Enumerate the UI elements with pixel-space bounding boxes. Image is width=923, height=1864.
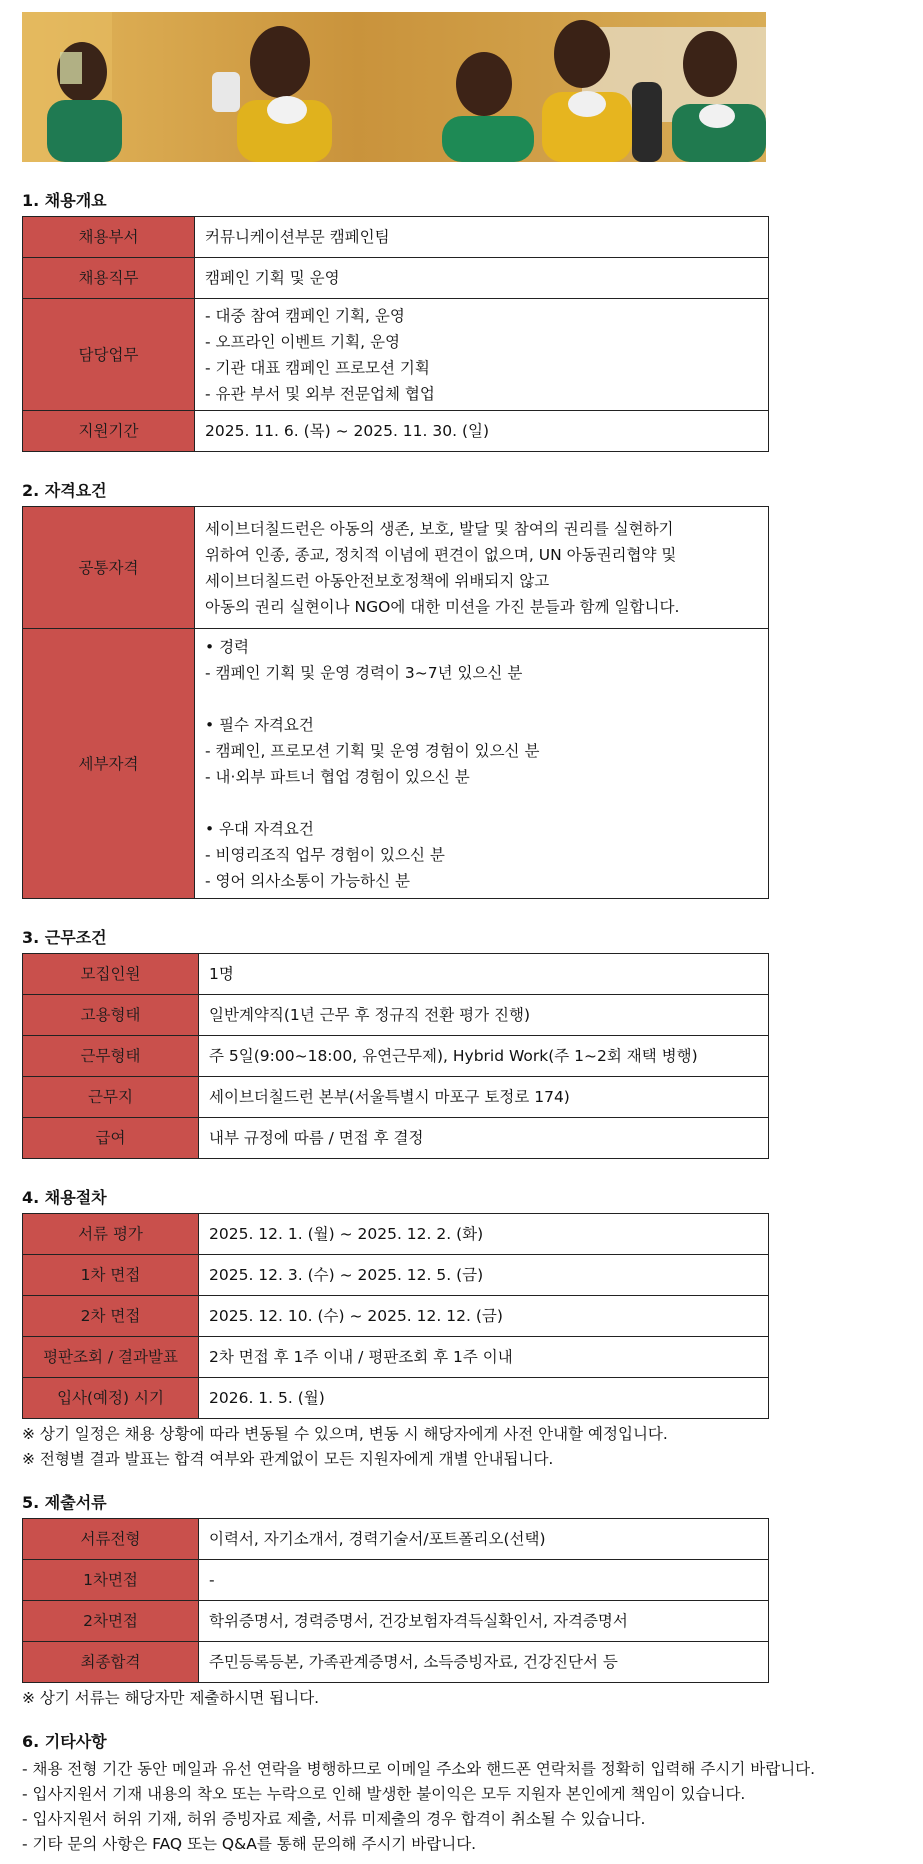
section-title-documents: 5. 제출서류	[22, 1493, 107, 1512]
table-row	[23, 1296, 769, 1337]
section-title-process: 4. 채용절차	[22, 1188, 107, 1207]
row-label: 평판조회 / 결과발표	[23, 1337, 199, 1378]
row-value: - 영어 의사소통이 가능하신 분	[205, 871, 410, 890]
row-value: 학위증명서, 경력증명서, 건강보험자격득실확인서, 자격증명서	[209, 1612, 628, 1630]
process-notes	[22, 1422, 912, 1472]
row-value: 주민등록등본, 가족관계증명서, 소득증빙자료, 건강진단서 등	[209, 1653, 618, 1671]
row-value: - 캠페인 기획 및 운영 경력이 3~7년 있으신 분	[205, 663, 523, 682]
row-label: 1차면접	[23, 1560, 199, 1601]
row-value: 주 5일(9:00~18:00, 유연근무제), Hybrid Work(주 1~2회 재택 병행)	[209, 1047, 698, 1065]
row-label: 1차 면접	[23, 1255, 199, 1296]
row-label: 공통자격	[23, 507, 195, 629]
section-title-overview: 1. 채용개요	[22, 191, 107, 210]
table-row	[23, 411, 769, 452]
section-title-conditions: 3. 근무조건	[22, 928, 107, 947]
blank-line	[205, 790, 758, 816]
row-value: 2026. 1. 5. (월)	[209, 1389, 325, 1407]
table-row	[23, 1378, 769, 1419]
row-label: 고용형태	[23, 995, 199, 1036]
row-value: 아동의 권리 실현이나 NGO에 대한 미션을 가진 분들과 함께 일합니다.	[205, 597, 680, 616]
table-row	[23, 1560, 769, 1601]
row-value: 2025. 12. 1. (월) ~ 2025. 12. 2. (화)	[209, 1225, 484, 1243]
blank-line	[205, 686, 758, 712]
list-item: - 채용 전형 기간 동안 메일과 유선 연락을 병행하므로 이메일 주소와 핸드폰 연락처를 정확히 입력해 주시기 바랍니다.	[22, 1760, 816, 1778]
table-row	[23, 299, 769, 411]
note-line: ※ 상기 일정은 채용 상황에 따라 변동될 수 있으며, 변동 시 해당자에게 사전 안내할 예정입니다.	[22, 1425, 668, 1443]
row-label: 서류 평가	[23, 1214, 199, 1255]
section-title-misc: 6. 기타사항	[22, 1732, 107, 1751]
row-label: 채용직무	[23, 258, 195, 299]
row-value: • 필수 자격요건	[205, 715, 314, 734]
row-value: 이력서, 자기소개서, 경력기술서/포트폴리오(선택)	[209, 1530, 546, 1548]
row-value: 2025. 12. 3. (수) ~ 2025. 12. 5. (금)	[209, 1266, 484, 1284]
row-value: 위하여 인종, 종교, 정치적 이념에 편견이 없으며, UN 아동권리협약 및	[205, 545, 677, 564]
row-value: 세이브더칠드런 아동안전보호정책에 위배되지 않고	[205, 571, 550, 590]
row-label: 담당업무	[23, 299, 195, 411]
row-label: 최종합격	[23, 1642, 199, 1683]
row-value: 일반계약직(1년 근무 후 정규직 전환 평가 진행)	[209, 1006, 531, 1024]
row-value: -	[209, 1571, 215, 1589]
row-value: - 내·외부 파트너 협업 경험이 있으신 분	[205, 767, 470, 786]
table-row	[23, 1077, 769, 1118]
row-label: 서류전형	[23, 1519, 199, 1560]
qualifications-table	[22, 506, 769, 899]
table-row	[23, 995, 769, 1036]
row-value: - 기관 대표 캠페인 프로모션 기획	[205, 358, 430, 377]
table-row	[23, 1519, 769, 1560]
row-label: 모집인원	[23, 954, 199, 995]
row-value: - 대중 참여 캠페인 기획, 운영	[205, 306, 405, 325]
row-value: - 유관 부서 및 외부 전문업체 협업	[205, 384, 435, 403]
row-label: 근무형태	[23, 1036, 199, 1077]
misc-list	[22, 1757, 912, 1857]
row-value: 캠페인 기획 및 운영	[205, 269, 340, 287]
hero-image	[22, 12, 766, 162]
row-label: 채용부서	[23, 217, 195, 258]
overview-table	[22, 216, 769, 452]
row-value: • 우대 자격요건	[205, 819, 314, 838]
row-value: - 오프라인 이벤트 기획, 운영	[205, 332, 400, 351]
list-item: - 입사지원서 기재 내용의 착오 또는 누락으로 인해 발생한 불이익은 모두 지원자 본인에게 책임이 있습니다.	[22, 1785, 746, 1803]
note-line: ※ 상기 서류는 해당자만 제출하시면 됩니다.	[22, 1689, 320, 1707]
documents-notes	[22, 1686, 912, 1711]
row-value: 2025. 12. 10. (수) ~ 2025. 12. 12. (금)	[209, 1307, 503, 1325]
row-label: 세부자격	[23, 629, 195, 899]
row-value: • 경력	[205, 637, 250, 656]
table-row	[23, 258, 769, 299]
row-value: 내부 규정에 따름 / 면접 후 결정	[209, 1129, 424, 1147]
table-row	[23, 1255, 769, 1296]
table-row	[23, 1118, 769, 1159]
conditions-table	[22, 953, 769, 1159]
row-value: 커뮤니케이션부문 캠페인팀	[205, 228, 390, 246]
row-value: - 비영리조직 업무 경험이 있으신 분	[205, 845, 445, 864]
row-label: 2차 면접	[23, 1296, 199, 1337]
note-line: ※ 전형별 결과 발표는 합격 여부와 관계없이 모든 지원자에게 개별 안내됩니다.	[22, 1450, 554, 1468]
table-row	[23, 217, 769, 258]
table-row	[23, 1214, 769, 1255]
row-value: 세이브더칠드런은 아동의 생존, 보호, 발달 및 참여의 권리를 실현하기	[205, 519, 674, 538]
row-value: 1명	[209, 965, 234, 983]
job-posting	[22, 12, 912, 1857]
row-label: 지원기간	[23, 411, 195, 452]
table-row	[23, 1337, 769, 1378]
row-label: 근무지	[23, 1077, 199, 1118]
process-table	[22, 1213, 769, 1419]
table-row	[23, 1036, 769, 1077]
children-photo-icon	[22, 12, 766, 162]
table-row	[23, 1601, 769, 1642]
row-value: 2차 면접 후 1주 이내 / 평판조회 후 1주 이내	[209, 1348, 513, 1366]
row-label: 입사(예정) 시기	[23, 1378, 199, 1419]
table-row	[23, 1642, 769, 1683]
list-item: - 기타 문의 사항은 FAQ 또는 Q&A를 통해 문의해 주시기 바랍니다.	[22, 1835, 477, 1853]
section-title-qualifications: 2. 자격요건	[22, 481, 107, 500]
table-row	[23, 629, 769, 899]
list-item: - 입사지원서 허위 기재, 허위 증빙자료 제출, 서류 미제출의 경우 합격이 취소될 수 있습니다.	[22, 1810, 646, 1828]
row-value: - 캠페인, 프로모션 기획 및 운영 경험이 있으신 분	[205, 741, 540, 760]
row-label: 2차면접	[23, 1601, 199, 1642]
row-label: 급여	[23, 1118, 199, 1159]
documents-table	[22, 1518, 769, 1683]
row-value: 세이브더칠드런 본부(서울특별시 마포구 토정로 174)	[209, 1088, 570, 1106]
table-row	[23, 507, 769, 629]
table-row	[23, 954, 769, 995]
row-value: 2025. 11. 6. (목) ~ 2025. 11. 30. (일)	[205, 422, 490, 440]
